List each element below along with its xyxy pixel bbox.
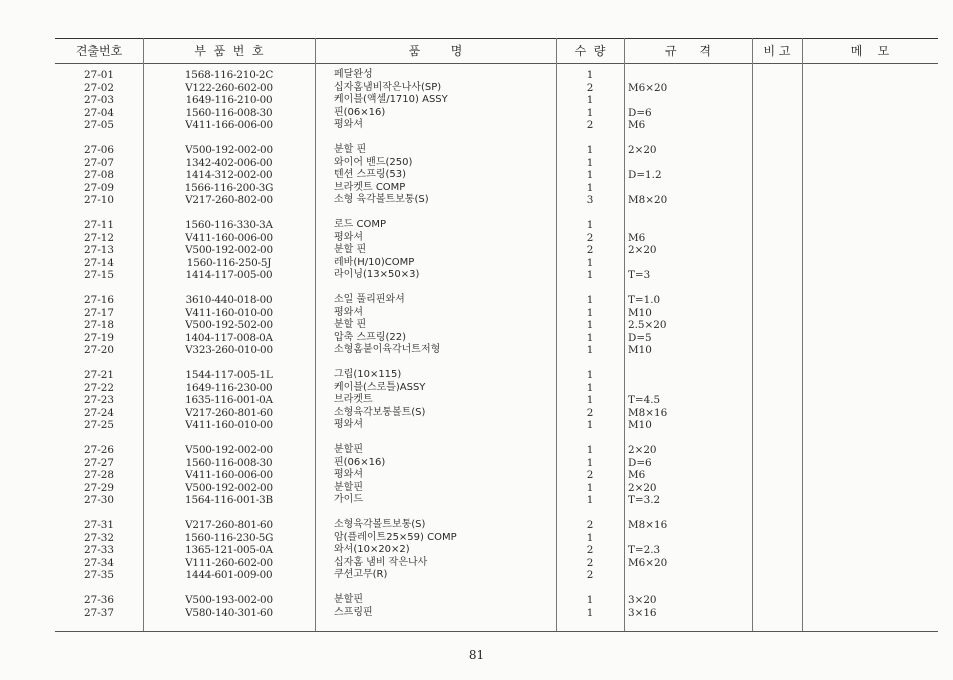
spec-cell xyxy=(628,94,748,107)
item-number-cell: 27-22 xyxy=(84,381,114,394)
spec-cell xyxy=(628,257,748,270)
spec-cell: 2×20 xyxy=(628,144,657,156)
part-number-cell: 1560-116-008-30 xyxy=(185,456,273,469)
part-name-cell: 소형육각볼트보통(S) xyxy=(334,519,426,530)
part-number-cell: V111-260-602-00 xyxy=(185,556,273,569)
quantity-cell: 2 xyxy=(586,469,594,482)
part-name-cell: 평와셔 xyxy=(334,231,363,243)
quantity-cell: 1 xyxy=(586,106,594,119)
spec-cell: M8×16 xyxy=(628,406,668,419)
item-number-cell: 27-35 xyxy=(84,569,114,582)
spec-cell xyxy=(628,182,748,195)
spec-cell: 2×20 xyxy=(628,244,657,257)
quantity-cell: 1 xyxy=(586,481,594,494)
spec-cell xyxy=(628,69,748,82)
item-number-cell: 27-07 xyxy=(84,156,114,169)
part-name-cell: 소형홈붙이육각너트저형 xyxy=(334,344,441,356)
quantity-cell: 2 xyxy=(586,544,594,557)
item-number-cell: 27-19 xyxy=(84,331,114,344)
quantity-cell: 2 xyxy=(586,81,594,94)
spec-cell: D=1.2 xyxy=(628,169,662,182)
header-no: 견출번호 xyxy=(75,44,123,58)
item-number-cell: 27-25 xyxy=(84,419,114,432)
quantity-cell: 1 xyxy=(586,444,594,456)
column-divider xyxy=(624,38,625,631)
column-divider xyxy=(315,38,316,631)
item-number-cell: 27-21 xyxy=(84,369,114,381)
quantity-cell: 2 xyxy=(586,244,594,257)
quantity-cell: 1 xyxy=(586,394,594,407)
part-number-cell: 1404-117-008-0A xyxy=(185,331,273,344)
column-divider xyxy=(802,38,803,631)
item-number-cell: 27-13 xyxy=(84,244,114,257)
part-name-cell: 케이블(스로틀)ASSY xyxy=(334,381,426,393)
part-number-cell: 1342-402-006-00 xyxy=(185,156,273,169)
item-number-cell: 27-10 xyxy=(84,194,114,207)
part-name-cell: 분할 핀 xyxy=(334,319,367,331)
part-number-cell: V411-160-006-00 xyxy=(185,469,273,482)
item-number-cell: 27-15 xyxy=(84,269,114,282)
spec-cell: M6×20 xyxy=(628,556,668,569)
header-memo: 메 모 xyxy=(850,44,890,58)
header-bottom-rule xyxy=(55,63,938,64)
part-number-cell: 1568-116-210-2C xyxy=(184,69,274,81)
quantity-cell: 2 xyxy=(586,569,594,582)
quantity-cell: 1 xyxy=(586,156,594,169)
spec-cell: 2.5×20 xyxy=(628,319,667,332)
spec-cell: 3×16 xyxy=(628,606,657,619)
part-number-cell: 3610-440-018-00 xyxy=(185,294,273,306)
item-number-cell: 27-14 xyxy=(84,256,114,269)
quantity-cell: 1 xyxy=(586,494,594,507)
part-number-cell: 1560-116-230-5G xyxy=(184,531,274,544)
header-part-number: 부 품 번 호 xyxy=(194,44,264,58)
part-name-cell: 텐션 스프링(53) xyxy=(334,169,407,181)
spec-cell: M10 xyxy=(628,306,652,319)
item-number-cell: 27-12 xyxy=(84,231,114,244)
table-bottom-rule xyxy=(55,631,938,632)
spec-cell: M6 xyxy=(628,231,646,244)
column-divider xyxy=(752,38,753,631)
part-name-cell: 암(플레이트25×59) COMP xyxy=(334,531,457,543)
part-name-cell: 가이드 xyxy=(334,494,363,506)
item-number-cell: 27-31 xyxy=(84,519,114,531)
quantity-cell: 1 xyxy=(586,456,594,469)
part-name-cell: 로드 COMP xyxy=(334,219,387,230)
item-number-cell: 27-11 xyxy=(84,219,114,231)
spec-cell: M6 xyxy=(628,469,646,482)
part-name-cell: 평와셔 xyxy=(334,119,363,131)
quantity-cell: 1 xyxy=(586,69,594,81)
part-number-cell: V500-192-002-00 xyxy=(185,244,273,257)
part-name-cell: 쿠션고무(R) xyxy=(334,569,388,581)
quantity-cell: 1 xyxy=(586,169,594,182)
spec-cell xyxy=(628,569,748,582)
table-top-rule xyxy=(55,38,938,39)
item-number-cell: 27-18 xyxy=(84,319,114,332)
spec-cell: T=2.3 xyxy=(628,544,661,557)
quantity-cell: 1 xyxy=(586,294,594,306)
spec-cell: T=4.5 xyxy=(628,394,661,407)
spec-cell: M8×20 xyxy=(628,194,668,207)
part-name-cell: 레바(H/10)COMP xyxy=(334,256,415,268)
header-spec: 규 격 xyxy=(664,44,712,58)
item-number-cell: 27-17 xyxy=(84,306,114,319)
part-name-cell: 라이닝(13×50×3) xyxy=(334,269,420,281)
quantity-cell: 1 xyxy=(586,306,594,319)
part-number-cell: V500-192-002-00 xyxy=(185,444,273,456)
item-number-cell: 27-02 xyxy=(84,81,114,94)
part-name-cell: 평와셔 xyxy=(334,306,363,318)
part-number-cell: V323-260-010-00 xyxy=(185,344,273,357)
part-number-cell: V217-260-801-60 xyxy=(185,519,273,531)
item-number-cell: 27-23 xyxy=(84,394,114,407)
part-number-cell: V500-193-002-00 xyxy=(185,594,273,606)
part-name-cell: 브라켓트 xyxy=(334,394,373,406)
part-number-cell: V411-166-006-00 xyxy=(185,119,273,132)
part-number-cell: V500-192-502-00 xyxy=(185,319,273,332)
part-name-cell: 스프링핀 xyxy=(334,606,373,618)
part-number-cell: 1566-116-200-3G xyxy=(184,181,274,194)
item-number-cell: 27-20 xyxy=(84,344,114,357)
part-name-cell: 소일 풀리핀와셔 xyxy=(334,294,405,305)
quantity-cell: 1 xyxy=(586,531,594,544)
spec-cell: M6×20 xyxy=(628,81,668,94)
part-number-cell: 1560-116-250-5J xyxy=(186,256,272,269)
spec-cell: M10 xyxy=(628,344,652,357)
part-number-cell: V500-192-002-00 xyxy=(185,144,273,156)
quantity-cell: 1 xyxy=(586,219,594,231)
spec-cell xyxy=(628,219,748,232)
item-number-cell: 27-06 xyxy=(84,144,114,156)
part-name-cell: 소형육각보통볼트(S) xyxy=(334,406,426,418)
part-number-cell: V500-192-002-00 xyxy=(185,481,273,494)
quantity-cell: 2 xyxy=(586,556,594,569)
item-number-cell: 27-05 xyxy=(84,119,114,132)
quantity-cell: 1 xyxy=(586,344,594,357)
part-name-cell: 십자홈냄비작은나사(SP) xyxy=(334,81,442,93)
part-name-cell: 와이어 밴드(250) xyxy=(334,156,413,168)
part-number-cell: 1414-312-002-00 xyxy=(185,169,273,182)
spec-cell: T=3 xyxy=(628,269,651,282)
part-number-cell: 1649-116-230-00 xyxy=(185,381,273,394)
part-name-cell: 십자홈 냄비 작은나사 xyxy=(334,556,428,568)
quantity-cell: 3 xyxy=(586,194,594,207)
spec-cell xyxy=(628,382,748,395)
quantity-cell: 2 xyxy=(586,231,594,244)
part-number-cell: V411-160-006-00 xyxy=(185,231,273,244)
part-name-cell: 그립(10×115) xyxy=(334,369,402,380)
part-number-cell: 1635-116-001-0A xyxy=(185,394,273,407)
quantity-cell: 2 xyxy=(586,519,594,531)
part-number-cell: V411-160-010-00 xyxy=(185,419,273,432)
item-number-cell: 27-04 xyxy=(84,106,114,119)
quantity-cell: 1 xyxy=(586,594,594,606)
quantity-cell: 1 xyxy=(586,94,594,107)
spec-cell: M8×16 xyxy=(628,519,668,531)
item-number-cell: 27-01 xyxy=(84,69,114,81)
quantity-cell: 1 xyxy=(586,419,594,432)
spec-cell: M6 xyxy=(628,119,646,132)
part-name-cell: 분할 핀 xyxy=(334,244,367,256)
part-number-cell: 1564-116-001-3B xyxy=(185,494,273,507)
page-number: 81 xyxy=(468,648,485,662)
item-number-cell: 27-27 xyxy=(84,456,114,469)
item-number-cell: 27-36 xyxy=(84,594,114,606)
quantity-cell: 2 xyxy=(586,119,594,132)
item-number-cell: 27-26 xyxy=(84,444,114,456)
part-number-cell: 1560-116-008-30 xyxy=(185,106,273,119)
item-number-cell: 27-16 xyxy=(84,294,114,306)
spec-cell: D=5 xyxy=(628,331,652,344)
part-number-cell: V122-260-602-00 xyxy=(185,81,273,94)
spec-cell: 2×20 xyxy=(628,444,657,456)
item-number-cell: 27-34 xyxy=(84,556,114,569)
header-name: 품 명 xyxy=(408,44,463,58)
spec-cell: T=3.2 xyxy=(628,494,661,507)
part-number-cell: 1365-121-005-0A xyxy=(185,544,273,557)
part-number-cell: 1560-116-330-3A xyxy=(185,219,273,231)
part-name-cell: 브라켓트 COMP xyxy=(334,181,406,193)
spec-cell: D=6 xyxy=(628,106,652,119)
part-name-cell: 핀(06×16) xyxy=(334,456,386,468)
header-remark: 비 고 xyxy=(763,44,791,58)
part-name-cell: 평와셔 xyxy=(334,419,363,431)
quantity-cell: 1 xyxy=(586,181,594,194)
part-name-cell: 분할 핀 xyxy=(334,144,367,155)
part-number-cell: 1444-601-009-00 xyxy=(185,569,273,582)
part-number-cell: 1544-117-005-1L xyxy=(185,369,273,381)
quantity-cell: 1 xyxy=(586,144,594,156)
part-name-cell: 평와셔 xyxy=(334,469,363,481)
quantity-cell: 1 xyxy=(586,381,594,394)
item-number-cell: 27-33 xyxy=(84,544,114,557)
spec-cell: 2×20 xyxy=(628,481,657,494)
part-number-cell: V217-260-802-00 xyxy=(185,194,273,207)
part-number-cell: V411-160-010-00 xyxy=(185,306,273,319)
part-name-cell: 분할핀 xyxy=(334,444,363,455)
quantity-cell: 1 xyxy=(586,269,594,282)
spec-cell: 3×20 xyxy=(628,594,657,606)
quantity-cell: 2 xyxy=(586,406,594,419)
item-number-cell: 27-24 xyxy=(84,406,114,419)
item-number-cell: 27-29 xyxy=(84,481,114,494)
spec-cell: T=1.0 xyxy=(628,294,661,306)
spec-cell: D=6 xyxy=(628,456,652,469)
item-number-cell: 27-09 xyxy=(84,181,114,194)
quantity-cell: 1 xyxy=(586,319,594,332)
quantity-cell: 1 xyxy=(586,369,594,381)
part-name-cell: 분할핀 xyxy=(334,594,363,605)
part-name-cell: 분할핀 xyxy=(334,481,363,493)
quantity-cell: 1 xyxy=(586,256,594,269)
part-name-cell: 소형 육각볼트보통(S) xyxy=(334,194,429,206)
quantity-cell: 1 xyxy=(586,606,594,619)
header-quantity: 수 량 xyxy=(574,44,606,58)
part-number-cell: V217-260-801-60 xyxy=(185,406,273,419)
part-number-cell: 1414-117-005-00 xyxy=(185,269,273,282)
item-number-cell: 27-28 xyxy=(84,469,114,482)
spec-cell xyxy=(628,157,748,170)
spec-cell xyxy=(628,369,748,382)
item-number-cell: 27-32 xyxy=(84,531,114,544)
part-number-cell: V580-140-301-60 xyxy=(185,606,273,619)
part-name-cell: 압축 스프링(22) xyxy=(334,331,407,343)
quantity-cell: 1 xyxy=(586,331,594,344)
spec-cell: M10 xyxy=(628,419,652,432)
item-number-cell: 27-30 xyxy=(84,494,114,507)
item-number-cell: 27-08 xyxy=(84,169,114,182)
part-name-cell: 케이블(액셀/1710) ASSY xyxy=(334,94,448,106)
item-number-cell: 27-03 xyxy=(84,94,114,107)
part-name-cell: 페달완성 xyxy=(334,69,373,80)
part-number-cell: 1649-116-210-00 xyxy=(185,94,273,107)
part-name-cell: 핀(06×16) xyxy=(334,106,386,118)
spec-cell xyxy=(628,532,748,545)
part-name-cell: 와셔(10×20×2) xyxy=(334,544,410,556)
item-number-cell: 27-37 xyxy=(84,606,114,619)
